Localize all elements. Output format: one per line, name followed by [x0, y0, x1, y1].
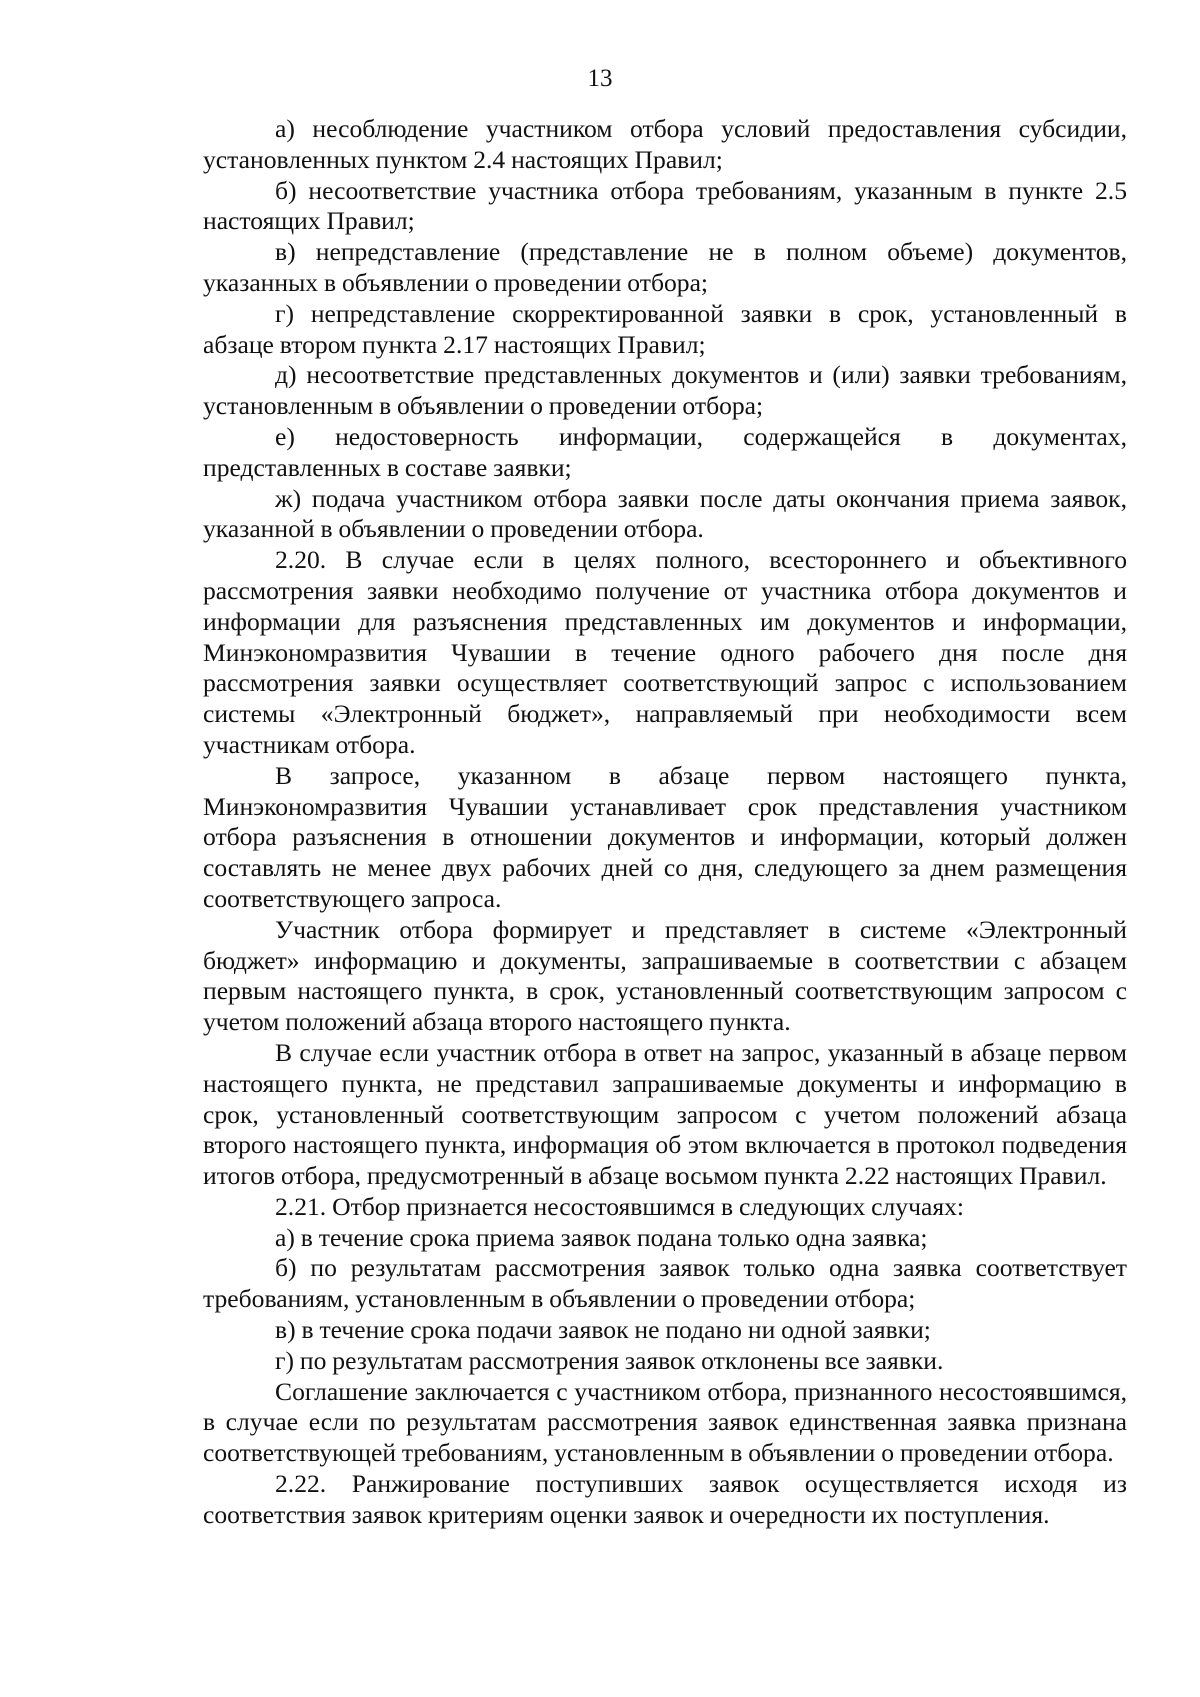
paragraph-2-19-e: е) недостоверность информации, содержащейся в документах, представленных в составе заявки; — [203, 421, 1127, 482]
paragraph-2-22: 2.22. Ранжирование поступивших заявок осуществляется исходя из соответствия заявок критериям оценки заявок и очередности их поступления. — [203, 1469, 1127, 1529]
page-number: 13 — [587, 65, 613, 92]
paragraph-2-21-v: в) в течение срока подачи заявок не подано ни одной заявки; — [275, 1315, 931, 1345]
paragraph-2-21-b: б) по результатам рассмотрения заявок только одна заявка соответствует требованиям, установленным в объявлении о проведении отбора; — [203, 1253, 1127, 1314]
paragraph-2-21-agreement: Соглашение заключается с участником отбора, признанного несостоявшимся, в случае если по результатам рассмотрения заявок единственная заявка признана соответствующей требованиям, установленным в объявлении о проведении отбора. — [203, 1376, 1127, 1468]
paragraph-2-20: 2.20. В случае если в целях полного, всестороннего и объективного рассмотрения заявки необходимо получение от участника отбора документов и информации для разъяснения представленных им документов и информации, Минэкономразвития Чувашии в течение одного рабочего дня после дня рассмотрения заявки осуществляет соответствующий запрос с использованием системы «Электронный бюджет», направляемый при необходимости всем участникам отбора. — [203, 545, 1127, 759]
paragraph-2-20-participant-response: Участник отбора формирует и представляет в системе «Электронный бюджет» информацию и документы, запрашиваемые в соответствии с абзацем первым настоящего пункта, в срок, установленный соответствующим запросом с учетом положений абзаца второго настоящего пункта. — [203, 914, 1127, 1037]
paragraph-2-19-a: а) несоблюдение участником отбора условий предоставления субсидии, установленных пунктом 2.4 настоящих Правил; — [203, 114, 1127, 174]
paragraph-2-21: 2.21. Отбор признается несостоявшимся в следующих случаях: — [275, 1191, 965, 1221]
paragraph-2-21-g: г) по результатам рассмотрения заявок отклонены все заявки. — [275, 1345, 944, 1375]
paragraph-2-20-no-response: В случае если участник отбора в ответ на запрос, указанный в абзаце первом настоящего пункта, не представил запрашиваемые документы и информацию в срок, установленный соответствующим запросом с учетом положений абзаца второго настоящего пункта, информация об этом включается в протокол подведения итогов отбора, предусмотренный в абзаце восьмом пункта 2.22 настоящих Правил. — [203, 1037, 1127, 1191]
paragraph-2-19-v: в) непредставление (представление не в полном объеме) документов, указанных в объявлении о проведении отбора; — [203, 237, 1127, 297]
paragraph-2-19-g: г) непредставление скорректированной заявки в срок, установленный в абзаце втором пункта 2.17 настоящих Правил; — [203, 298, 1127, 359]
paragraph-2-19-d: д) несоответствие представленных документов и (или) заявки требованиям, установленным в объявлении о проведении отбора; — [203, 360, 1127, 421]
paragraph-2-19-zh: ж) подача участником отбора заявки после даты окончания приема заявок, указанной в объявлении о проведении отбора. — [203, 483, 1127, 544]
paragraph-2-20-request-deadline: В запросе, указанном в абзаце первом настоящего пункта, Минэкономразвития Чувашии устанавливает срок представления участником отбора разъяснения в отношении документов и информации, который должен составлять не менее двух рабочих дней со дня, следующего за днем размещения соответствующего запроса. — [203, 760, 1127, 913]
document-body — [203, 114, 1127, 1531]
paragraph-2-21-a: а) в течение срока приема заявок подана только одна заявка; — [275, 1222, 928, 1252]
paragraph-2-19-b: б) несоответствие участника отбора требованиям, указанным в пункте 2.5 настоящих Правил; — [203, 175, 1127, 236]
